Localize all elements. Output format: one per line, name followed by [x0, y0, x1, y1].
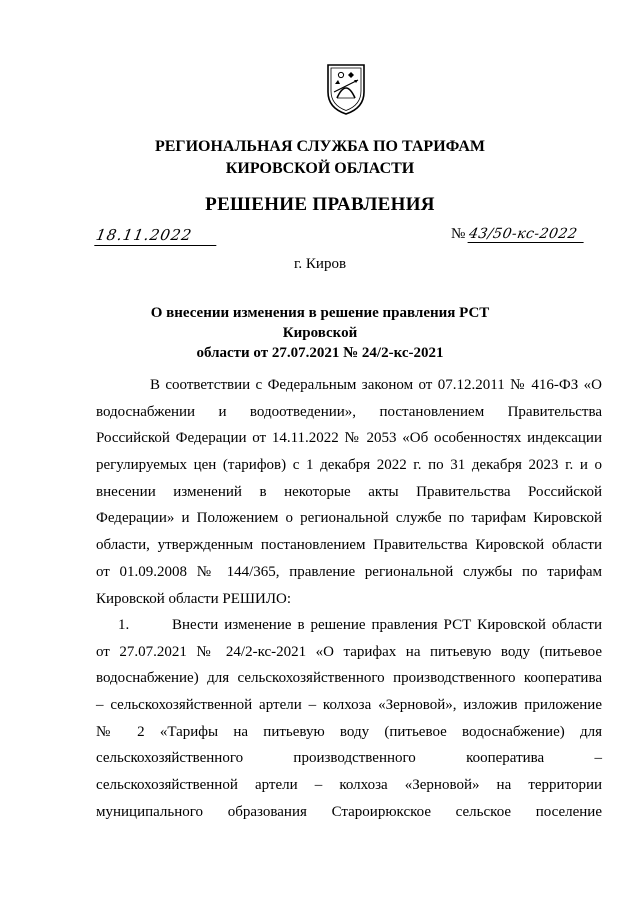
document-subject — [120, 303, 520, 363]
paragraph-2-line: сельскохозяйственного производственного кооператива – — [96, 750, 602, 767]
decision-number-block — [451, 226, 601, 243]
paragraph-2-line: муниципального образования Староирюкское сельское поселение — [96, 803, 602, 820]
list-number: 1. — [118, 617, 130, 633]
subject-line2: области от 27.07.2021 № 24/2-кс-2021 — [196, 345, 444, 361]
paragraph-2-line: водоснабжение) для сельскохозяйственного производственного кооператива — [96, 670, 602, 687]
paragraph-1-line: внесении изменений в некоторые акты Правительства Российской — [96, 483, 602, 500]
number-sign: № — [451, 226, 466, 242]
paragraph-1-line: Российской Федерации от 14.11.2022 № 2053 «Об особенностях индексации — [96, 430, 602, 447]
paragraph-1-line: от 01.09.2008 № 144/365, правление региональной службы по тарифам — [96, 563, 602, 580]
decision-number: 43/50-кс-2022 — [468, 226, 587, 243]
paragraph-1-line: области, утвержденным постановлением Правительства Кировской области — [96, 537, 602, 554]
paragraph-1 — [96, 372, 602, 612]
paragraph-2-line: сельскохозяйственной артели – колхоза «Зерновой» на территории — [96, 777, 602, 794]
subject-line1: О внесении изменения в решение правления РСТ Кировской — [150, 305, 490, 341]
paragraph-1-line: регулируемых цен (тарифов) с 1 декабря 2022 г. по 31 декабря 2023 г. и о — [96, 457, 602, 474]
organization-name-line1: РЕГИОНАЛЬНАЯ СЛУЖБА ПО ТАРИФАМ — [154, 138, 486, 155]
city-name: г. Киров — [293, 256, 347, 272]
paragraph-1-line: водоснабжении и водоотведении», постановлением Правительства — [96, 403, 602, 420]
paragraph-2-first-text: Внести изменение в решение правления РСТ Кировской области — [172, 617, 602, 633]
paragraph-2 — [96, 612, 602, 826]
paragraph-2-line: № 2 «Тарифы на питьевую воду (питьевое водоснабжение) для — [96, 723, 602, 740]
coat-of-arms-icon — [325, 62, 367, 117]
document-type-title: РЕШЕНИЕ ПРАВЛЕНИЯ — [205, 194, 435, 215]
paragraph-2-line: от 27.07.2021 № 24/2-кс-2021 «О тарифах на питьевую воду (питьевое — [96, 643, 602, 660]
paragraph-2-line — [96, 612, 602, 639]
paragraph-1-line: В соответствии с Федеральным законом от 07.12.2011 № 416-ФЗ «О — [150, 377, 602, 393]
paragraph-1-line: Федерации» и Положением о региональной службе по тарифам Кировской — [96, 510, 602, 527]
paragraph-2-line: – сельскохозяйственной артели – колхоза «Зерновой», изложив приложение — [96, 697, 602, 714]
organization-name-line2: КИРОВСКОЙ ОБЛАСТИ — [225, 160, 415, 177]
organization-name — [0, 136, 640, 180]
decision-date: 18.11.2022 — [94, 226, 220, 246]
paragraph-1-line: Кировской области РЕШИЛО: — [96, 590, 292, 607]
